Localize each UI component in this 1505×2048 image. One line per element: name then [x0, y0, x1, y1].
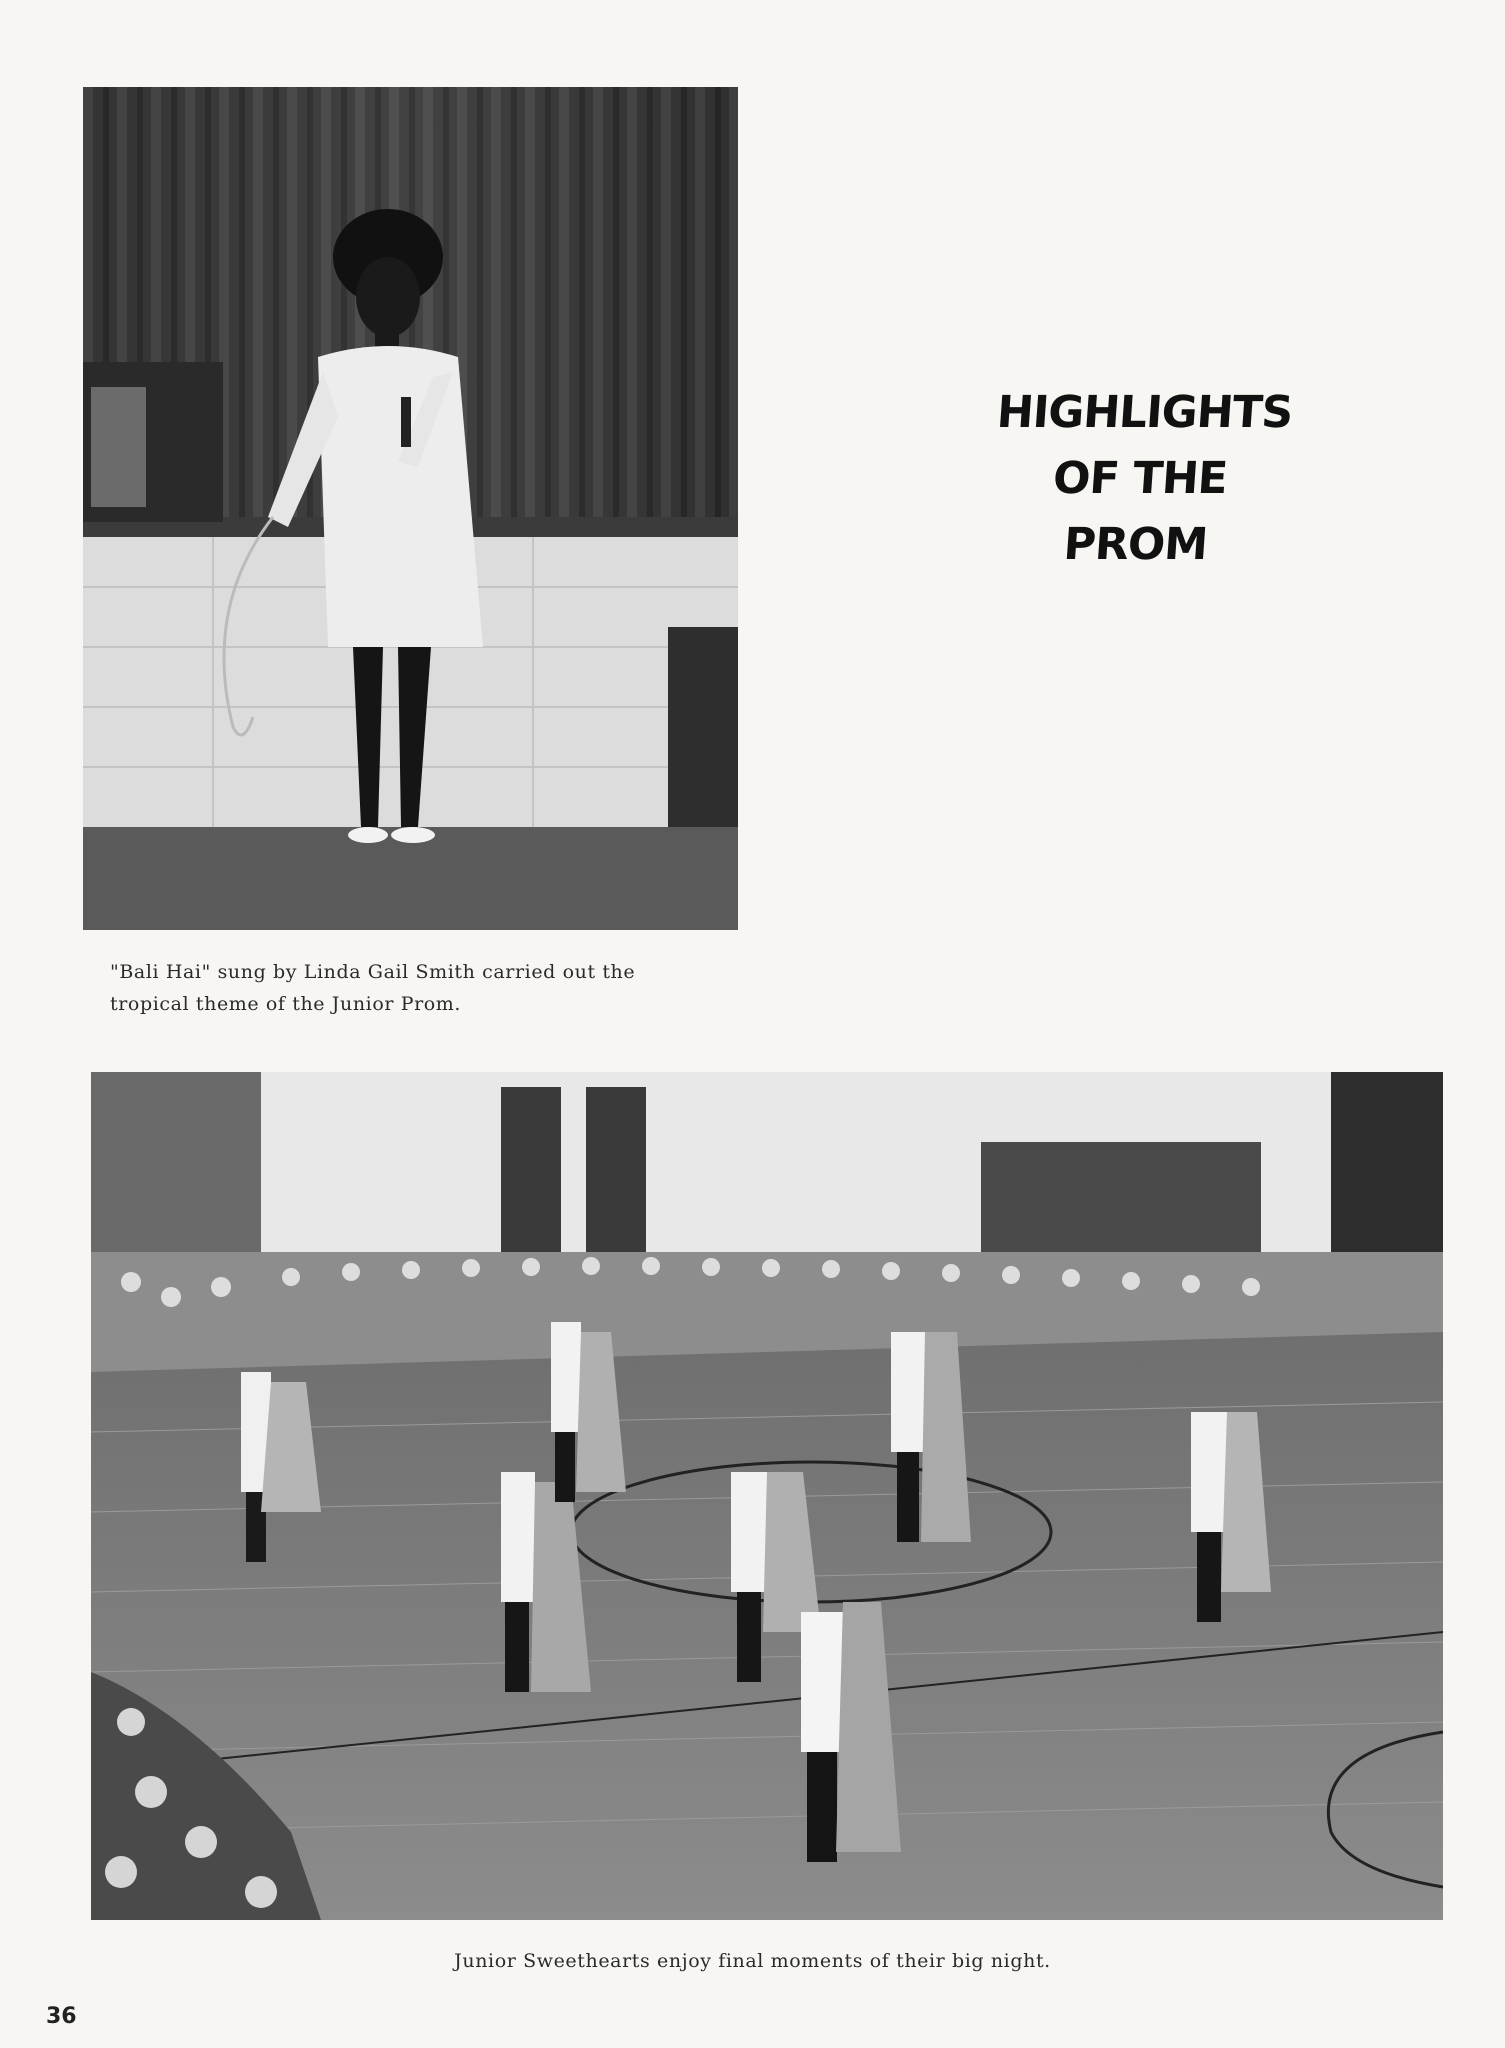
page-title — [923, 380, 1357, 578]
title-line-3: PROM — [1061, 519, 1209, 570]
photo-singer-on-stage — [83, 87, 738, 930]
title-line-1: HIGHLIGHTS — [995, 387, 1295, 438]
title-line-2: OF THE — [1051, 453, 1229, 504]
caption-dance: Junior Sweethearts enjoy final moments of their big night. — [454, 1950, 1051, 1972]
caption-singer — [110, 956, 740, 1020]
caption-singer-line-2: tropical theme of the Junior Prom. — [110, 993, 462, 1015]
page-number: 36 — [46, 2004, 77, 2029]
caption-singer-line-1: "Bali Hai" sung by Linda Gail Smith carried out the — [110, 961, 636, 983]
photo-dance-floor — [91, 1072, 1443, 1920]
